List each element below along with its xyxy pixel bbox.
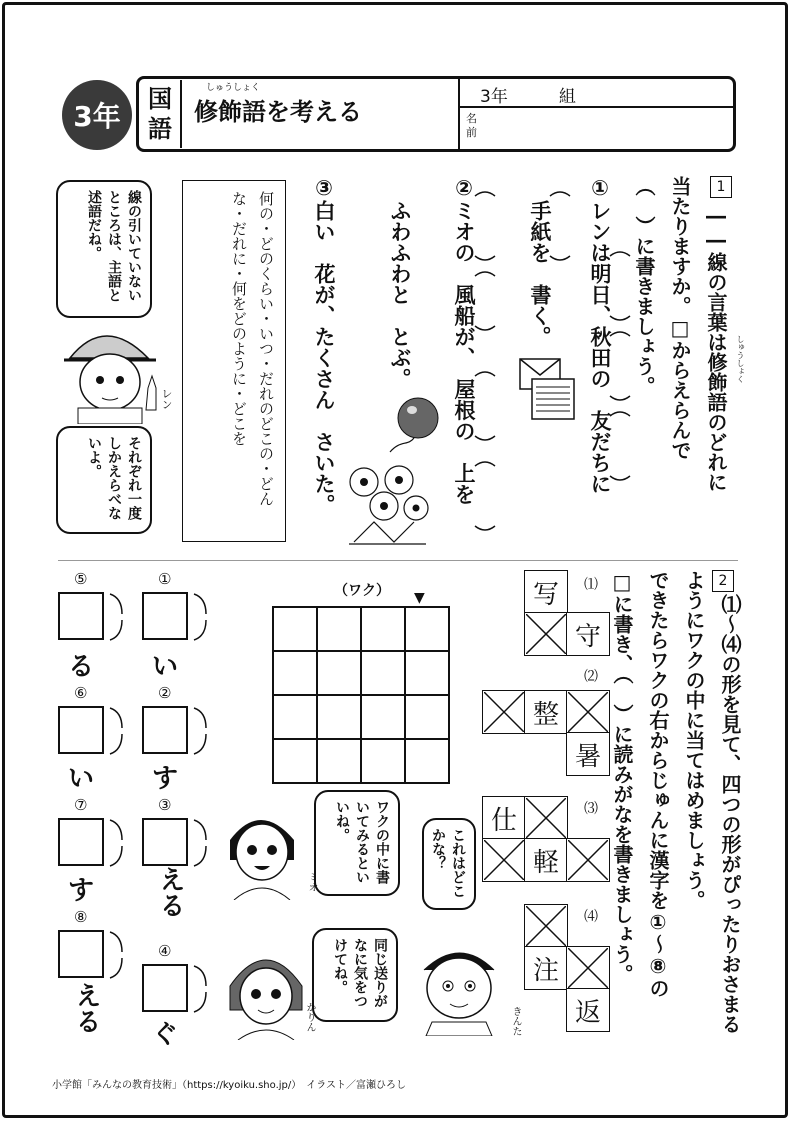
reading-paren-1[interactable] [190, 592, 210, 642]
answer-box-5[interactable] [58, 592, 104, 640]
reading-paren-6[interactable] [106, 706, 126, 756]
grid-label: （ワク） [334, 583, 390, 599]
kinta-character-illustration [416, 936, 502, 1036]
name-field[interactable]: 名前 [466, 112, 477, 139]
q2-number: 2 [712, 570, 734, 592]
section-divider [58, 560, 738, 561]
page-title: 修飾語を考える [194, 98, 362, 126]
shape-1-cell-2: 守 [566, 612, 610, 656]
sentence-2: ②ミオの 風船が、 屋根の 上を [452, 176, 476, 505]
reading-paren-7[interactable] [106, 818, 126, 868]
title-ruby: しゅうしょく [206, 83, 261, 93]
sentence-2-cont: ふわふわと とぶ。 [388, 200, 412, 389]
q1-instruction-3: （ ）に書きましょう。 [632, 176, 656, 396]
bubble-kinta: これはどこかな？ [422, 818, 476, 910]
shape-2-cell-1: 整 [524, 690, 568, 734]
bubble-mio: ワクの中に書いてみるといいね。 [314, 790, 400, 896]
mio-character-illustration [224, 800, 300, 900]
answer-box-2[interactable] [142, 706, 188, 754]
shape-4-cross-cell-2 [566, 946, 610, 990]
shape-1-cross-cell [524, 612, 568, 656]
waku-grid[interactable] [272, 606, 450, 784]
karin-character-illustration [226, 940, 306, 1040]
shape-3-cross-cell-1 [524, 796, 568, 840]
q1-instruction-1: ――線の言葉は修飾語のどれに [704, 204, 728, 492]
reading-paren-2[interactable] [190, 706, 210, 756]
karin-name: かりん [304, 1002, 315, 1032]
shape-1-cell-1: 写 [524, 570, 568, 614]
shape-3-cross-cell-2 [482, 838, 526, 882]
reading-paren-4[interactable] [190, 964, 210, 1014]
bubble-bottom: それぞれ一度しかえらべないよ。 [56, 426, 152, 534]
shape-4-cell-1: 注 [524, 946, 568, 990]
q1-instruction-2: 当たりますか。□からえらんで [668, 176, 692, 460]
footer-credit: 小学館「みんなの教育技術」（https://kyoiku.sho.jp/） イラスト／富瀬ひろし [52, 1080, 406, 1091]
shape-4-cross-cell-1 [524, 904, 568, 948]
sentence-1-cont: 手紙を 書く。 [528, 200, 552, 347]
shape-2-label: ⑵ [584, 669, 598, 685]
shape-3-cell-1: 仕 [482, 796, 526, 840]
header-divider [458, 79, 460, 149]
answer-box-4[interactable] [142, 964, 188, 1012]
q2-instruction-4: □に書き、（ ）に読みがなを書きましょう。 [610, 570, 634, 984]
q2-instruction-1: ⑴～⑷の形を見て、四つの形がぴったりおさまる [718, 594, 742, 1034]
flowers-icon [344, 462, 430, 546]
bubble-karin: 同じ送りがなに気をつけてね。 [312, 928, 398, 1022]
reading-paren-8[interactable] [106, 930, 126, 980]
q1-number: 1 [710, 176, 732, 198]
balloon-icon [380, 396, 442, 456]
shape-4-label: ⑷ [584, 909, 598, 925]
ren-name: レン [160, 388, 173, 410]
answer-box-8[interactable] [58, 930, 104, 978]
reading-paren-5[interactable] [106, 592, 126, 642]
answer-box-7[interactable] [58, 818, 104, 866]
q2-instruction-3: できたらワクの右からじゅんに漢字を①～⑧の [646, 570, 670, 998]
shape-3-cell-2: 軽 [524, 838, 568, 882]
letter-icon [518, 355, 578, 421]
shape-3-cross-cell-3 [566, 838, 610, 882]
answer-box-6[interactable] [58, 706, 104, 754]
shape-1-label: ⑴ [584, 577, 598, 593]
answer-box-3[interactable] [142, 818, 188, 866]
shape-2-cross-cell-1 [482, 690, 526, 734]
mio-name: ミオ [306, 872, 317, 892]
class-field[interactable]: 3年 組 [480, 87, 576, 107]
q2-instruction-2: ようにワクの中に当てはめましょう。 [682, 570, 706, 910]
shape-3-label: ⑶ [584, 801, 598, 817]
shape-4-cell-2: 返 [566, 988, 610, 1032]
hint-box: 何の・どのくらい・いつ・だれのどこの・どんな・だれに・何をどのように・どこを [182, 180, 286, 542]
kinta-name: きんた [510, 1006, 521, 1036]
subject-label: 国語 [140, 80, 182, 148]
answer-box-1[interactable] [142, 592, 188, 640]
grid-marker: ▼ [414, 590, 425, 606]
sentence-1: ①レンは明日、秋田の 友だちに [588, 176, 612, 494]
ren-character-illustration [60, 318, 170, 424]
bubble-top: 線の引いていないところは、主語と述語だね。 [56, 180, 152, 318]
grade-badge: 3年 [62, 80, 132, 150]
shape-2-cross-cell-2 [566, 690, 610, 734]
q1-ruby: しゅうしょく [736, 335, 745, 383]
reading-paren-3[interactable] [190, 818, 210, 868]
shape-2-cell-2: 暑 [566, 732, 610, 776]
sentence-3: ③白い 花が、たくさん さいた。 [312, 176, 336, 515]
